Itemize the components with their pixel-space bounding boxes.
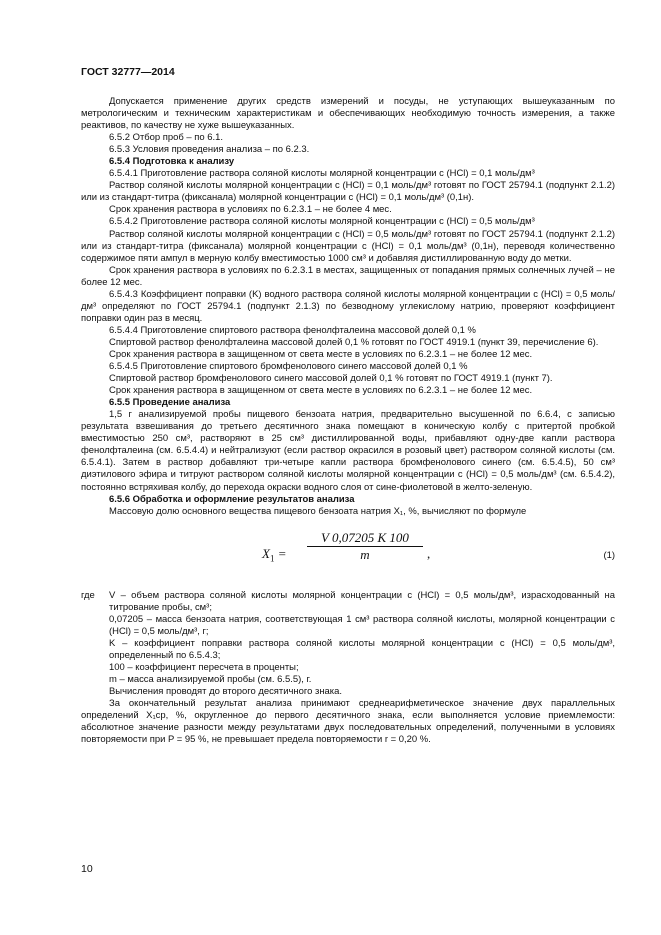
section-6-5-4-2-title: 6.5.4.2 Приготовление раствора соляной кислоты молярной концентрации c (HCl) = 0,5 моль/дм³	[109, 216, 535, 228]
section-6-5-3: 6.5.3 Условия проведения анализа – по 6.2.3.	[109, 144, 310, 156]
heading-6-5-4: 6.5.4 Подготовка к анализу	[109, 156, 235, 168]
section-6-5-5-text: 1,5 г анализируемой пробы пищевого бензоата натрия, предварительно высушенной по 6.6.4, с записью результата взвешивания до третьего десятичного знака помещают в коническую колбу с притертой пробкой вместимостью 250 см³, растворяют в 25 см³ дистиллированной воды, прибавляют одну-две капли раствора фенолфталеина (см. 6.5.4.4) и нейтрализуют (если раствор окрасился в розовый цвет) раствором соляной кислоты (см. 6.5.4.1). Затем в раствор добавляют три-четыре капли раствора бромфенолового синего (см. 6.5.4.5), 50 см³ диэтилового эфира и титруют раствором соляной кислоты молярной концентрации c (HCl) = 0,5 моль/дм³ (см. 6.5.4.2), постоянно встряхивая колбу, до перехода окраски водного слоя от сине-фиолетовой в желто-зеленую.	[81, 409, 615, 493]
section-6-5-4-1-text: Раствор соляной кислоты молярной концентрации c (HCl) = 0,1 моль/дм³ готовят по ГОСТ 25794.1 (подпункт 2.1.2) или из стандарт-титра (фиксанала) молярной концентрации c (HCl) = 0,1 моль/дм³ (0,1н).	[81, 180, 615, 204]
where-block	[81, 590, 615, 698]
section-6-5-4-3: 6.5.4.3 Коэффициент поправки (K) водного раствора соляной кислоты молярной концентрации c (HCl) = 0,5 моль/дм³ определяют по ГОСТ 25794.1 (подпункт 2.1.3) по безводному углекислому натрию, проверяют коэффициент поправки один раз в месяц.	[81, 288, 615, 324]
where-item-m: m – масса анализируемой пробы (см. 6.5.5), г.	[109, 673, 312, 685]
section-6-5-4-4-storage: Срок хранения раствора в защищенном от света месте в условиях по 6.2.3.1 – не более 12 мес.	[109, 348, 533, 360]
where-item-100: 100 – коэффициент пересчета в проценты;	[109, 661, 299, 673]
section-6-5-4-4-text: Спиртовой раствор фенолфталеина массовой долей 0,1 % готовят по ГОСТ 4919.1 (пункт 39, перечисление 6).	[109, 336, 599, 348]
formula-lhs: $X_1$ =	[262, 545, 287, 564]
section-6-5-4-5-text: Спиртовой раствор бромфенолового синего массовой долей 0,1 % готовят по ГОСТ 4919.1 (пункт 7).	[109, 373, 553, 385]
formula-number: (1)	[603, 549, 615, 561]
page-content	[81, 96, 615, 746]
section-6-5-4-5-title: 6.5.4.5 Приготовление спиртового бромфенолового синего массовой долей 0,1 %	[109, 361, 468, 373]
formula-denominator: m	[360, 546, 370, 562]
section-6-5-4-4-title: 6.5.4.4 Приготовление спиртового раствора фенолфталеина массовой долей 0,1 %	[109, 324, 476, 336]
section-6-5-4-1-title: 6.5.4.1 Приготовление раствора соляной кислоты молярной концентрации c (HCl) = 0,1 моль/дм³	[109, 168, 535, 180]
page-number: 10	[81, 863, 93, 875]
section-6-5-4-2-storage: Срок хранения раствора в условиях по 6.2.3.1 в местах, защищенных от попадания прямых солнечных лучей – не более 12 мес.	[81, 264, 615, 288]
section-6-5-2: 6.5.2 Отбор проб – по 6.1.	[109, 132, 224, 144]
section-6-5-4-5-storage: Срок хранения раствора в защищенном от света месте в условиях по 6.2.3.1 – не более 12 мес.	[109, 385, 533, 397]
heading-6-5-6: 6.5.6 Обработка и оформление результатов анализа	[109, 493, 355, 505]
heading-6-5-5: 6.5.5 Проведение анализа	[109, 397, 231, 409]
final-result-paragraph: За окончательный результат анализа принимают среднеарифметическое значение двух параллельных определений X₁ср, %, округленное до первого десятичного знака, если выполняется условие приемлемости: абсолютное значение разности между результатами двух последовательных определений, полученными в условиях повторяемости при P = 95 %, не превышает предела повторяемости r = 0,20 %.	[81, 698, 615, 746]
section-6-5-6-text: Массовую долю основного вещества пищевого бензоата натрия X₁, %, вычисляют по формуле	[109, 505, 527, 517]
where-label: где	[81, 589, 95, 601]
calc-note: Вычисления проводят до второго десятичного знака.	[109, 686, 342, 698]
paragraph-equipment: Допускается применение других средств измерений и посуды, не уступающих вышеуказанным по метрологическим и техническим характеристикам и обеспечивающих необходимую точность измерения, а также реактивов, по качеству не хуже вышеуказанных.	[81, 96, 615, 132]
formula-1	[81, 526, 615, 582]
formula-numerator: V 0,07205 K 100	[321, 529, 409, 545]
section-6-5-4-1-storage: Срок хранения раствора в условиях по 6.2.3.1 – не более 4 мес.	[109, 204, 392, 216]
where-item-v: V – объем раствора соляной кислоты молярной концентрации c (HCl) = 0,5 моль/дм³, израсходованный на титрование пробы, см³;	[109, 589, 615, 613]
section-6-5-4-2-text: Раствор соляной кислоты молярной концентрации c (HCl) = 0,5 моль/дм³ готовят по ГОСТ 25794.1 (подпункт 2.1.2) или из стандарт-титра (фиксанала) молярной концентрации c (HCl) = 0,1 моль/дм³ (0,1н), переводя количественно содержимое пяти ампул в мерную колбу вместимостью 1000 см³ и добавляя дистиллированную воду до метки.	[81, 228, 615, 264]
formula-fraction	[307, 529, 423, 562]
document-header: ГОСТ 32777—2014	[81, 66, 175, 78]
formula-comma: ,	[427, 545, 431, 561]
where-item-mass: 0,07205 – масса бензоата натрия, соответствующая 1 см³ раствора соляной кислоты, молярной концентрации c (HCl) = 0,5 моль/дм³, г;	[109, 613, 615, 637]
where-item-k: K – коэффициент поправки раствора соляной кислоты молярной концентрации c (HCl) = 0,5 моль/дм³, определенный по 6.5.4.3;	[109, 637, 615, 661]
